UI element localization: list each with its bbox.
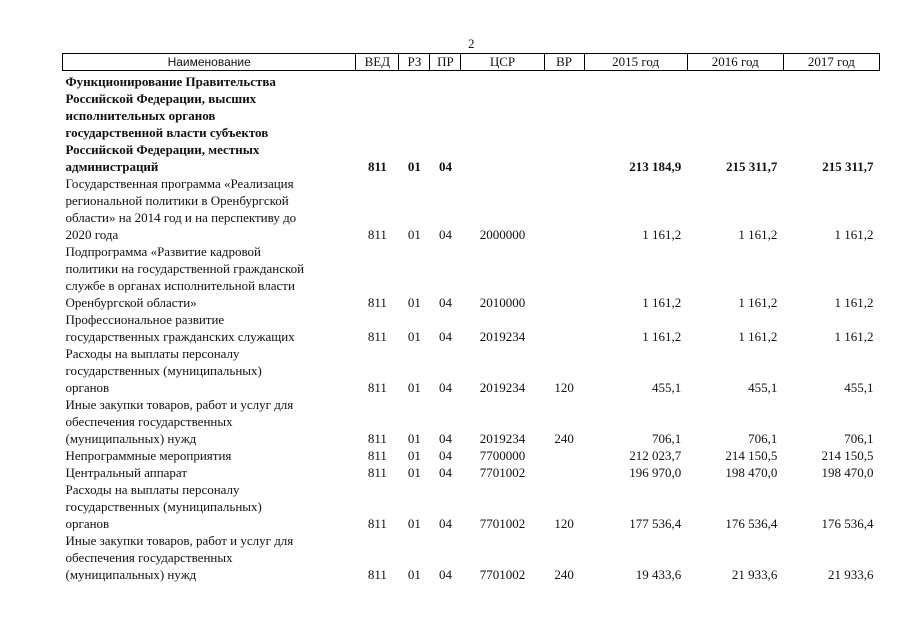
cell-2016: 214 150,5 <box>725 448 778 463</box>
header-rz: РЗ <box>399 54 430 71</box>
cell-rz: 01 <box>407 329 421 344</box>
cell-vr: 240 <box>554 567 574 582</box>
table-header-row <box>63 54 880 71</box>
cell-vr: 120 <box>554 380 574 395</box>
cell-csr: 2019234 <box>479 431 526 446</box>
cell-2016: 1 161,2 <box>738 329 778 344</box>
cell-2015: 1 161,2 <box>642 295 682 310</box>
cell-2017: 198 470,0 <box>821 465 874 480</box>
cell-2017: 21 933,6 <box>828 567 874 582</box>
header-2015: 2015 год <box>584 54 687 71</box>
cell-2015: 213 184,9 <box>629 159 682 174</box>
table-row <box>63 311 880 345</box>
cell-2017: 1 161,2 <box>834 329 874 344</box>
cell-2016: 176 536,4 <box>725 516 778 531</box>
cell-name: Профессиональное развитие государственных гражданских служащих <box>65 312 295 344</box>
table-row <box>63 243 880 311</box>
cell-rz: 01 <box>407 159 421 174</box>
page-number: 2 <box>468 36 475 51</box>
cell-ved: 811 <box>367 465 387 480</box>
cell-2015: 706,1 <box>651 431 682 446</box>
cell-vr <box>544 243 584 311</box>
cell-rz: 01 <box>407 516 421 531</box>
cell-2017: 1 161,2 <box>834 227 874 242</box>
cell-ved: 811 <box>367 329 387 344</box>
cell-csr: 2019234 <box>479 380 526 395</box>
table-row <box>63 175 880 243</box>
cell-2017: 455,1 <box>844 380 874 395</box>
cell-2017: 176 536,4 <box>821 516 874 531</box>
cell-2015: 1 161,2 <box>642 227 682 242</box>
cell-ved: 811 <box>367 380 387 395</box>
cell-name: Расходы на выплаты персоналу государственных (муниципальных) органов <box>65 482 262 531</box>
cell-vr <box>544 447 584 464</box>
cell-csr: 7701002 <box>479 516 526 531</box>
cell-vr: 120 <box>554 516 574 531</box>
cell-2017: 706,1 <box>844 431 874 446</box>
cell-2015: 455,1 <box>651 380 682 395</box>
cell-rz: 01 <box>407 448 421 463</box>
cell-2016: 21 933,6 <box>731 567 778 582</box>
table-row <box>63 481 880 532</box>
header-pr: ПР <box>430 54 461 71</box>
cell-2016: 455,1 <box>748 380 778 395</box>
cell-rz: 01 <box>407 431 421 446</box>
cell-vr <box>544 71 584 176</box>
cell-name: Непрограммные мероприятия <box>65 448 232 463</box>
cell-name: Расходы на выплаты персоналу государственных (муниципальных) органов <box>65 346 262 395</box>
cell-2016: 1 161,2 <box>738 227 778 242</box>
cell-pr: 04 <box>438 448 452 463</box>
header-ved: ВЕД <box>356 54 399 71</box>
table-row <box>63 532 880 583</box>
cell-pr: 04 <box>438 516 452 531</box>
table-row <box>63 447 880 464</box>
cell-csr: 7701002 <box>479 567 526 582</box>
cell-pr: 04 <box>438 159 452 174</box>
cell-pr: 04 <box>438 295 452 310</box>
cell-2016: 706,1 <box>748 431 778 446</box>
budget-table <box>62 53 880 583</box>
cell-2015: 177 536,4 <box>629 516 682 531</box>
cell-pr: 04 <box>438 465 452 480</box>
cell-ved: 811 <box>367 516 387 531</box>
cell-2016: 198 470,0 <box>725 465 778 480</box>
cell-name: Иные закупки товаров, работ и услуг для обеспечения государственных (муниципальных) нужд <box>65 533 294 582</box>
cell-rz: 01 <box>407 295 421 310</box>
cell-2015: 196 970,0 <box>629 465 682 480</box>
cell-csr: 2010000 <box>479 295 526 310</box>
cell-2016: 1 161,2 <box>738 295 778 310</box>
cell-rz: 01 <box>407 567 421 582</box>
table-body <box>63 71 880 584</box>
cell-csr <box>461 71 544 176</box>
cell-2015: 212 023,7 <box>629 448 682 463</box>
cell-2017: 215 311,7 <box>822 159 874 174</box>
cell-pr: 04 <box>438 431 452 446</box>
cell-rz: 01 <box>407 227 421 242</box>
cell-csr: 7701002 <box>479 465 526 480</box>
cell-ved: 811 <box>367 431 387 446</box>
cell-csr: 7700000 <box>479 448 526 463</box>
cell-name: Функционирование Правительства Российской Федерации, высших исполнительных органов государственной власти субъектов Российской Федерации, местных администраций <box>65 74 276 174</box>
cell-pr: 04 <box>438 567 452 582</box>
cell-ved: 811 <box>367 448 387 463</box>
cell-ved: 811 <box>367 159 387 174</box>
cell-name: Центральный аппарат <box>65 465 188 480</box>
cell-vr <box>544 175 584 243</box>
table-row <box>63 464 880 481</box>
cell-2015: 1 161,2 <box>642 329 682 344</box>
cell-vr: 240 <box>554 431 574 446</box>
cell-2016: 215 311,7 <box>726 159 778 174</box>
cell-vr <box>544 464 584 481</box>
header-2016: 2016 год <box>687 54 783 71</box>
table-row <box>63 345 880 396</box>
cell-2017: 1 161,2 <box>834 295 874 310</box>
cell-csr: 2019234 <box>479 329 526 344</box>
cell-pr: 04 <box>438 329 452 344</box>
cell-vr <box>544 311 584 345</box>
cell-name: Иные закупки товаров, работ и услуг для обеспечения государственных (муниципальных) нужд <box>65 397 294 446</box>
cell-ved: 811 <box>367 227 387 242</box>
cell-ved: 811 <box>367 567 387 582</box>
cell-pr: 04 <box>438 380 452 395</box>
cell-rz: 01 <box>407 380 421 395</box>
cell-2017: 214 150,5 <box>821 448 874 463</box>
cell-rz: 01 <box>407 465 421 480</box>
header-2017: 2017 год <box>783 54 879 71</box>
table-row <box>63 396 880 447</box>
cell-ved: 811 <box>367 295 387 310</box>
table-row <box>63 71 880 176</box>
cell-name: Государственная программа «Реализация региональной политики в Оренбургской области» на 2014 год и на перспективу до 2020 года <box>65 176 297 242</box>
header-name: Наименование <box>63 54 356 71</box>
cell-csr: 2000000 <box>479 227 526 242</box>
cell-2015: 19 433,6 <box>635 567 682 582</box>
header-vr: ВР <box>544 54 584 71</box>
header-csr: ЦСР <box>461 54 544 71</box>
cell-name: Подпрограмма «Развитие кадровой политики на государственной гражданской службе в органах исполнительной власти Оренбургской области» <box>65 244 305 310</box>
cell-pr: 04 <box>438 227 452 242</box>
